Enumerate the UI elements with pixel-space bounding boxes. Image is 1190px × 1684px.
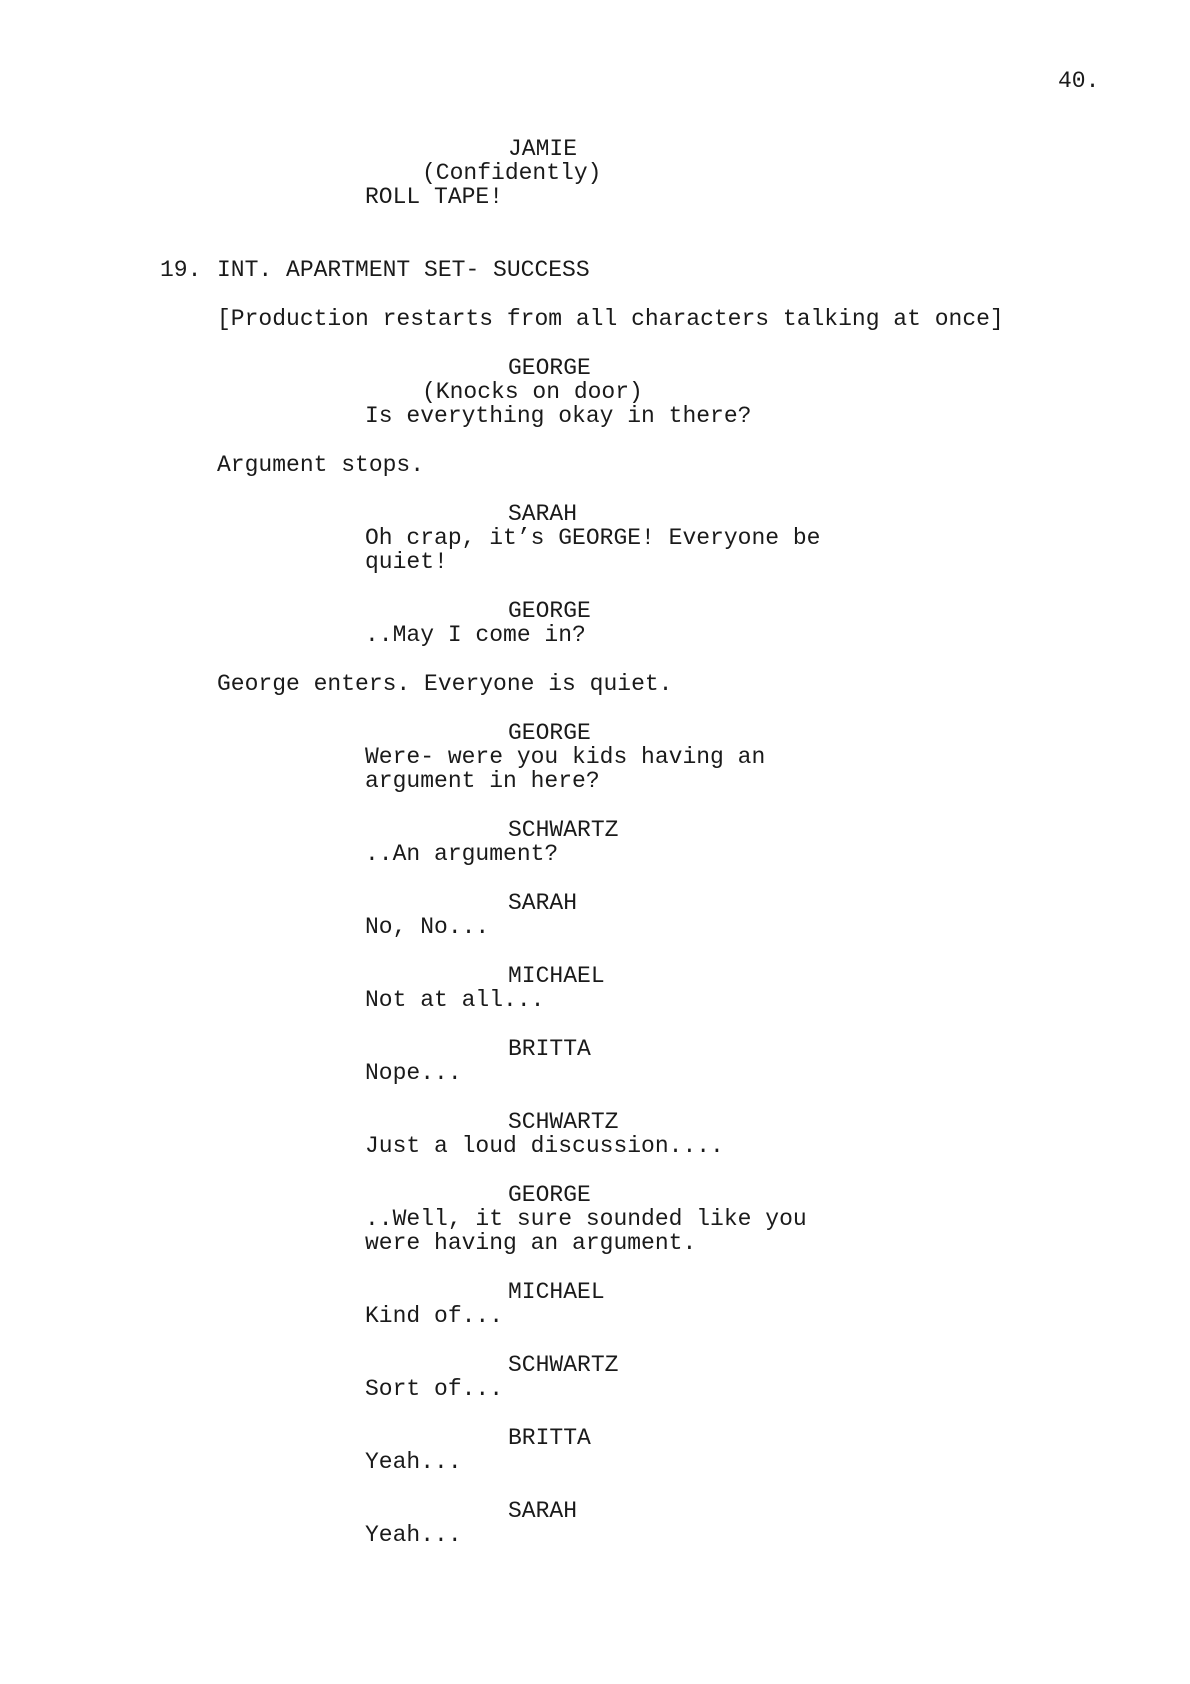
character-name: SCHWARTZ <box>508 1352 619 1378</box>
character-name: GEORGE <box>508 598 591 624</box>
dialogue: ..An argument? <box>365 841 559 867</box>
dialogue: Yeah... <box>365 1449 462 1475</box>
character-name: BRITTA <box>508 1425 591 1451</box>
dialogue: quiet! <box>365 549 448 575</box>
dialogue: Nope... <box>365 1060 462 1086</box>
dialogue: ROLL TAPE! <box>365 184 504 210</box>
character-name: SARAH <box>508 1498 578 1524</box>
page-number: 40. <box>1058 68 1100 94</box>
parenthetical: (Confidently) <box>422 160 602 186</box>
character-name: MICHAEL <box>508 1279 605 1305</box>
dialogue: Yeah... <box>365 1522 462 1548</box>
character-name: MICHAEL <box>508 963 605 989</box>
character-name: GEORGE <box>508 1182 591 1208</box>
dialogue: Not at all... <box>365 987 545 1013</box>
character-name: SCHWARTZ <box>508 817 619 843</box>
dialogue: Oh crap, it’s GEORGE! Everyone be <box>365 525 821 551</box>
action-line: [Production restarts from all characters talking at once] <box>217 306 1004 332</box>
dialogue: argument in here? <box>365 768 600 794</box>
dialogue: were having an argument. <box>365 1230 697 1256</box>
character-name: GEORGE <box>508 355 591 381</box>
character-name: GEORGE <box>508 720 591 746</box>
dialogue: No, No... <box>365 914 490 940</box>
dialogue: ..May I come in? <box>365 622 586 648</box>
character-name: SARAH <box>508 890 578 916</box>
character-name: SCHWARTZ <box>508 1109 619 1135</box>
scene-number: 19. <box>160 257 202 283</box>
dialogue: ..Well, it sure sounded like you <box>365 1206 807 1232</box>
scene-heading: INT. APARTMENT SET- SUCCESS <box>217 257 590 283</box>
action-line: George enters. Everyone is quiet. <box>217 671 673 697</box>
parenthetical: (Knocks on door) <box>422 379 643 405</box>
character-name: SARAH <box>508 501 578 527</box>
dialogue: Kind of... <box>365 1303 504 1329</box>
dialogue: Is everything okay in there? <box>365 403 752 429</box>
dialogue: Were- were you kids having an <box>365 744 766 770</box>
dialogue: Just a loud discussion.... <box>365 1133 724 1159</box>
dialogue: Sort of... <box>365 1376 504 1402</box>
character-name: JAMIE <box>508 136 578 162</box>
character-name: BRITTA <box>508 1036 591 1062</box>
action-line: Argument stops. <box>217 452 425 478</box>
